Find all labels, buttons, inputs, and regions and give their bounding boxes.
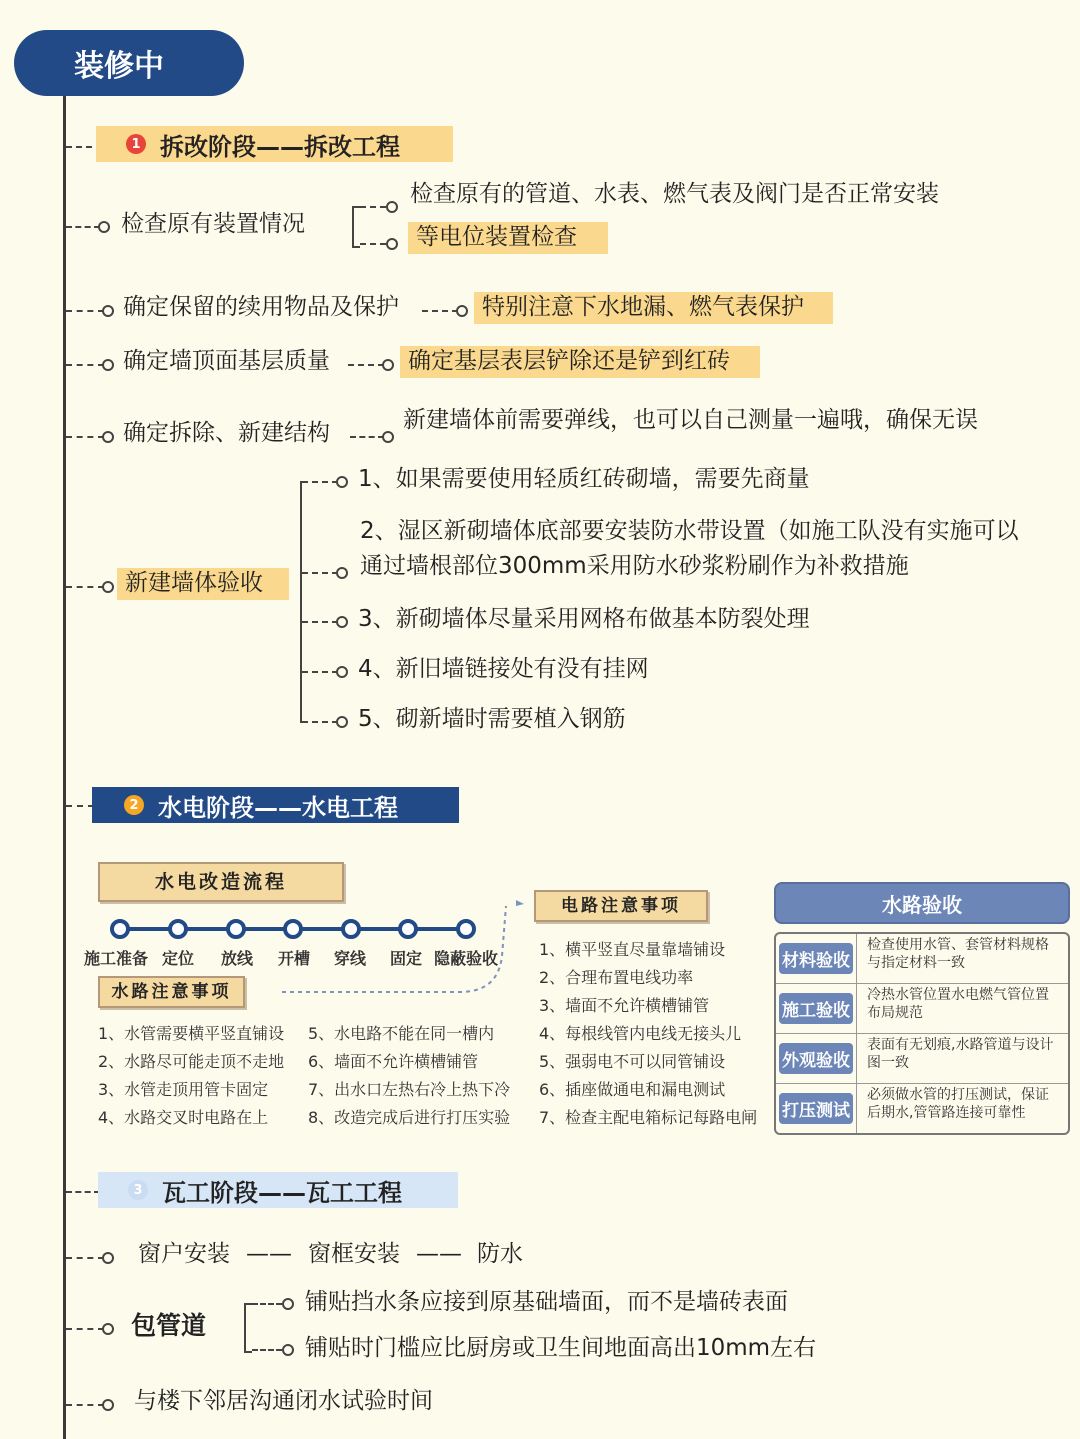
water-note: 1、水管需要横平竖直铺设 <box>98 1024 285 1043</box>
stage2-heading <box>92 787 459 823</box>
flow-step-dot <box>226 919 246 939</box>
accept-text: 必须做水管的打压测试，保证后期水,管管路连接可靠性 <box>867 1087 1049 1121</box>
water-note: 6、墙面不允许横槽铺管 <box>308 1052 479 1071</box>
base-sub: 确定基层表层铲除还是铲到红砖 <box>400 346 760 378</box>
water-note: 2、水路尽可能走顶不走地 <box>98 1052 285 1071</box>
accept-text: 检查使用水管、套管材料规格与指定材料一致 <box>867 937 1049 971</box>
base-item: 确定墙顶面基层质量 <box>123 348 330 374</box>
flow-step-dot <box>168 919 188 939</box>
number-badge-icon: 2 <box>124 795 144 815</box>
circuit-note: 2、合理布置电线功率 <box>539 968 694 987</box>
table-row <box>776 1034 1068 1084</box>
new-wall-sub5: 5、砌新墙时需要植入钢筋 <box>358 706 626 732</box>
keep-sub: 特别注意下水地漏、燃气表保护 <box>474 292 833 324</box>
stage3-heading <box>98 1172 458 1208</box>
water-note: 5、水电路不能在同一槽内 <box>308 1024 495 1043</box>
neighbor-item: 与楼下邻居沟通闭水试验时间 <box>134 1388 433 1414</box>
new-wall-sub1: 1、如果需要使用轻质红砖砌墙，需要先商量 <box>358 466 810 492</box>
check-sub1: 检查原有的管道、水表、燃气表及阀门是否正常安装 <box>410 181 939 207</box>
accept-label: 打压测试 <box>779 1093 853 1124</box>
flow-step: 穿线 <box>334 949 367 968</box>
number-badge-icon: 1 <box>126 134 146 154</box>
bracket <box>244 1303 252 1353</box>
circuit-note: 4、每根线管内电线无接头儿 <box>539 1024 742 1043</box>
water-note: 4、水路交叉时电路在上 <box>98 1108 269 1127</box>
branch-line <box>300 481 302 723</box>
frame-install: 窗框安装 <box>308 1241 400 1267</box>
flow-step: 固定 <box>390 949 423 968</box>
chain-dash: —— <box>246 1241 292 1267</box>
new-wall-sub3: 3、新砌墙体尽量采用网格布做基本防裂处理 <box>358 606 810 632</box>
water-note: 8、改造完成后进行打压实验 <box>308 1108 511 1127</box>
new-wall-item: 新建墙体验收 <box>117 568 289 600</box>
main-spine <box>63 90 66 1439</box>
accept-text: 表面有无划痕,水路管道与设计图一致 <box>867 1037 1054 1071</box>
waterproof: 防水 <box>477 1241 523 1267</box>
pipe-item: 包管道 <box>131 1311 207 1340</box>
table-row <box>776 984 1068 1034</box>
accept-text: 冷热水管位置水电燃气管位置布局规范 <box>867 987 1049 1021</box>
circuit-note: 7、检查主配电箱标记每路电闸 <box>539 1108 758 1127</box>
window-install: 窗户安装 <box>138 1241 230 1267</box>
circuit-note: 3、墙面不允许横槽铺管 <box>539 996 710 1015</box>
structure-item: 确定拆除、新建结构 <box>123 420 330 446</box>
water-accept-panel <box>774 882 1070 1135</box>
new-wall-sub4: 4、新旧墙链接处有没有挂网 <box>358 656 649 682</box>
dashed-arrow <box>280 896 530 996</box>
bracket <box>352 206 360 248</box>
number-badge-icon: 3 <box>128 1180 148 1200</box>
accept-label: 外观验收 <box>779 1043 853 1074</box>
chain-dash: —— <box>416 1241 462 1267</box>
check-item: 检查原有装置情况 <box>121 211 305 237</box>
water-accept-table <box>774 932 1070 1135</box>
flow-step: 开槽 <box>278 949 311 968</box>
water-notes-title: 水路注意事项 <box>98 976 245 1008</box>
stage1-title: 拆改阶段——拆改工程 <box>160 132 400 161</box>
new-wall-sub2b: 通过墙根部位300mm采用防水砂浆粉刷作为补救措施 <box>360 553 909 579</box>
structure-sub: 新建墙体前需要弹线，也可以自己测量一遍哦，确保无误 <box>403 407 978 433</box>
flow-step-dot <box>110 919 130 939</box>
flow-step: 施工准备 <box>84 949 149 968</box>
accept-label: 材料验收 <box>779 943 853 974</box>
keep-item: 确定保留的续用物品及保护 <box>123 294 399 320</box>
accept-label: 施工验收 <box>779 993 853 1024</box>
flow-step: 隐蔽验收 <box>434 949 499 968</box>
stage2-title: 水电阶段——水电工程 <box>158 793 398 822</box>
pipe-sub1: 铺贴挡水条应接到原基础墙面，而不是墙砖表面 <box>305 1289 788 1315</box>
circuit-note: 1、横平竖直尽量靠墙铺设 <box>539 940 726 959</box>
circuit-note: 6、插座做通电和漏电测试 <box>539 1080 726 1099</box>
pipe-sub2: 铺贴时门槛应比厨房或卫生间地面高出10mm左右 <box>305 1335 817 1361</box>
stage3-title: 瓦工阶段——瓦工工程 <box>162 1178 402 1207</box>
flow-step: 定位 <box>162 949 195 968</box>
flow-step: 放线 <box>221 949 254 968</box>
circuit-notes-title: 电路注意事项 <box>534 890 708 922</box>
table-row <box>776 1084 1068 1133</box>
page-title: 装修中 <box>14 30 244 96</box>
flow-title: 水电改造流程 <box>98 862 344 902</box>
stage1-heading <box>96 126 453 162</box>
table-row <box>776 934 1068 984</box>
water-note: 7、出水口左热右冷上热下冷 <box>308 1080 511 1099</box>
new-wall-sub2a: 2、湿区新砌墙体底部要安装防水带设置（如施工队没有实施可以 <box>360 518 1019 544</box>
water-accept-title: 水路验收 <box>774 882 1070 924</box>
water-note: 3、水管走顶用管卡固定 <box>98 1080 269 1099</box>
check-sub2: 等电位装置检查 <box>408 222 608 254</box>
circuit-note: 5、强弱电不可以同管铺设 <box>539 1052 726 1071</box>
